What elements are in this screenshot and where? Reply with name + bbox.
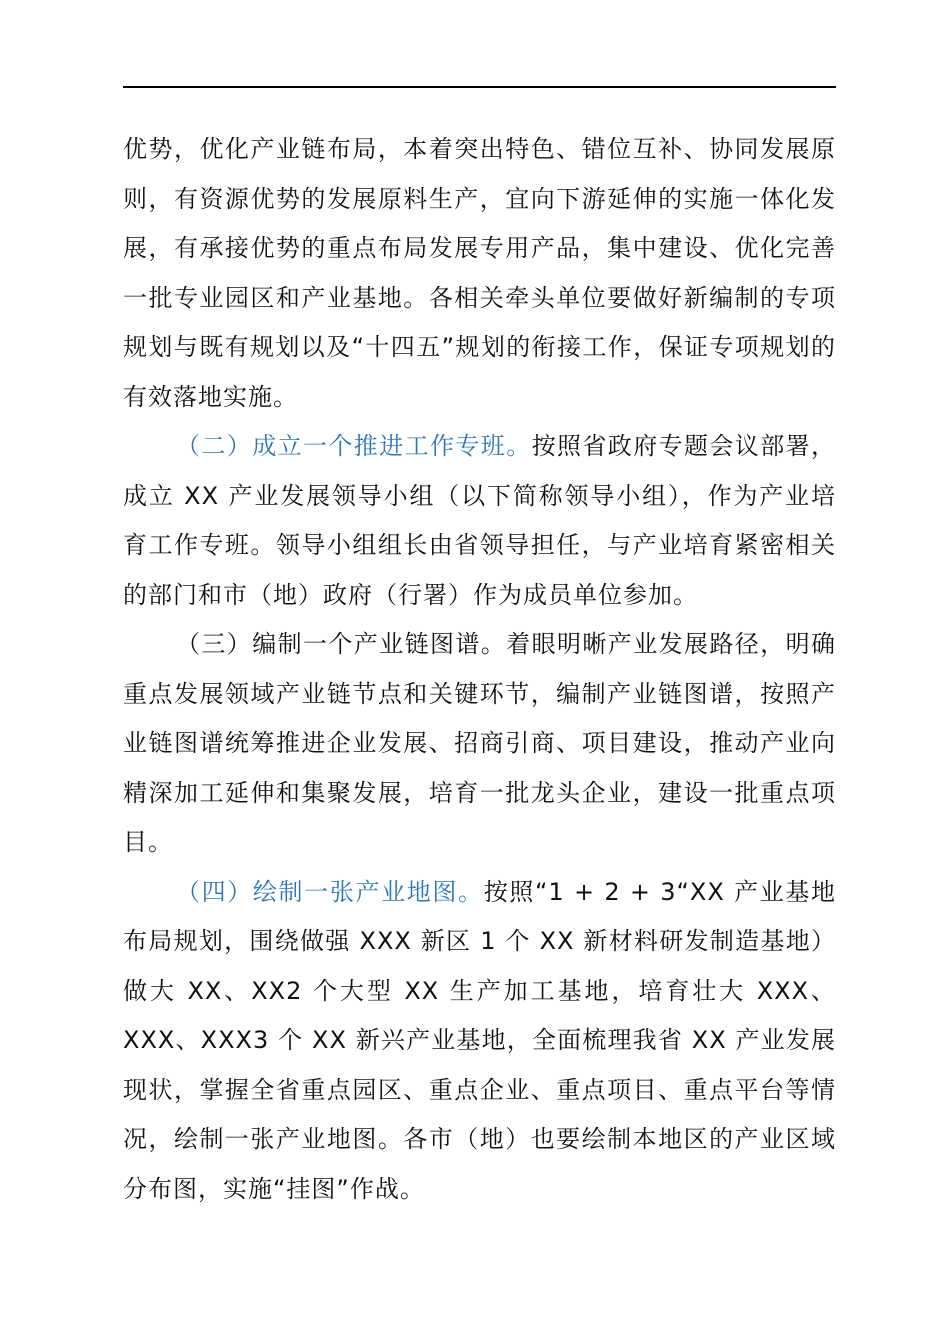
paragraph-1-text: 优势，优化产业链布局，本着突出特色、错位互补、协同发展原则，有资源优势的发展原料生产，宜向下游延伸的实施一体化发展，有承接优势的重点布局发展专用产品，集中建设、优化完善一批专业园区和产业基地。各相关牵头单位要做好新编制的专项规划与既有规划以及“十四五”规划的衔接工作，保证专项规划的有效落地实施。 (123, 135, 836, 411)
paragraph-2-text: 按照省政府专题会议部署，成立 XX 产业发展领导小组（以下简称领导小组），作为产业培育工作专班。领导小组组长由省领导担任，与产业培育紧密相关的部门和市（地）政府（行署）作为成员单位参加。 (123, 432, 837, 609)
header-rule (123, 86, 836, 88)
paragraph-2 (123, 422, 836, 620)
section-heading-4: （四）绘制一张产业地图。 (176, 877, 484, 906)
paragraph-4-text: 按照“1 + 2 + 3“XX 产业基地布局规划，围绕做强 XXX 新区 1 个 XX 新材料研发制造基地）做大 XX、XX2 个大型 XX 生产加工基地，培育壮大 XXX、XXX、XXX3 个 XX 新兴产业基地，全面梳理我省 XX 产业发展现状，掌握全省重点园区、重点企业、重点项目、重点平台等情况，绘制一张产业地图。各市（地）也要绘制本地区的产业区域分布图，实施“挂图”作战。 (123, 877, 837, 1203)
paragraph-3 (123, 620, 836, 868)
document-body (123, 125, 836, 1214)
paragraph-3-text: （三）编制一个产业链图谱。着眼明晰产业发展路径，明确重点发展领域产业链节点和关键环节，编制产业链图谱，按照产业链图谱统筹推进企业发展、招商引商、项目建设，推动产业向精深加工延伸和集聚发展，培育一批龙头企业，建设一批重点项目。 (123, 630, 836, 856)
section-heading-2: （二）成立一个推进工作专班。 (176, 432, 532, 460)
paragraph-1 (123, 125, 836, 422)
paragraph-4 (123, 868, 836, 1215)
